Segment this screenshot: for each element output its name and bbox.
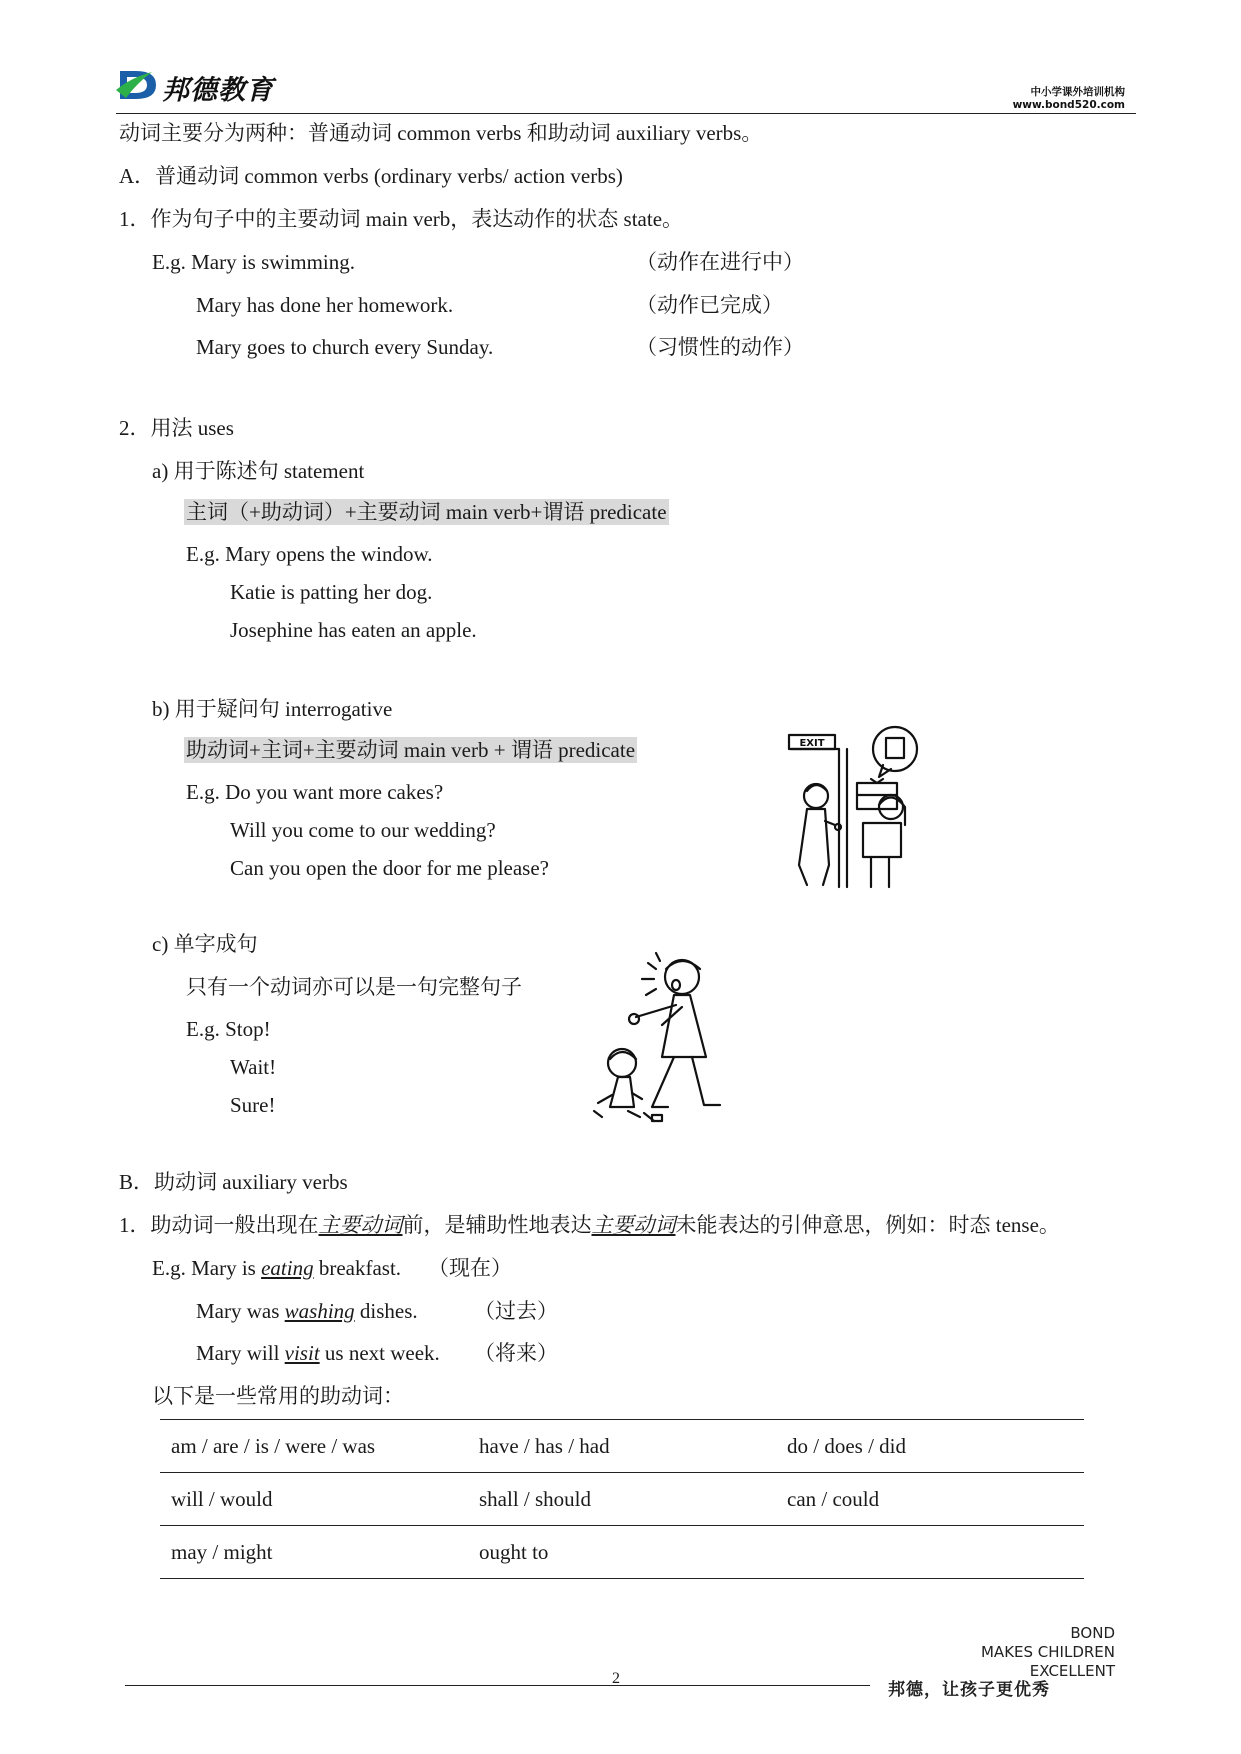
point-b1-text	[119, 1212, 1060, 1238]
example-sentence: E.g. Mary is swimming.	[152, 250, 355, 274]
example-note: （动作在进行中）	[636, 250, 804, 274]
logo-icon	[116, 68, 160, 102]
example-sentence: Will you come to our wedding?	[230, 818, 496, 842]
table-row	[160, 1526, 1084, 1579]
aux-example-verb: visit	[284, 1341, 320, 1365]
section-b-title: B．助动词 auxiliary verbs	[119, 1170, 348, 1194]
aux-example-note: （将来）	[474, 1341, 558, 1365]
point-b1-mid: 前，是辅助性地表达	[402, 1213, 592, 1237]
gift-at-door-illustration	[783, 725, 933, 891]
example-sentence: Mary goes to church every Sunday.	[196, 335, 494, 359]
main-verb-term: 主要动词	[318, 1213, 403, 1237]
table-cell: am / are / is / were / was	[160, 1420, 468, 1473]
formula-statement: 主词（+助动词）+主要动词 main verb+谓语 predicate	[186, 500, 667, 524]
aux-example-post: dishes.	[354, 1299, 418, 1323]
point-b1-pre: 1．助动词一般出现在	[119, 1213, 319, 1237]
point-2-title: 2．用法 uses	[119, 416, 234, 440]
example-sentence: Josephine has eaten an apple.	[230, 618, 477, 642]
example-sentence: Katie is patting her dog.	[230, 580, 433, 604]
slogan-line: EXCELLENT	[1029, 1662, 1115, 1680]
table-row	[160, 1420, 1084, 1473]
header-right	[1013, 86, 1125, 112]
brand-name: 邦德教育	[162, 75, 274, 106]
intro-text: 动词主要分为两种：普通动词 common verbs 和助动词 auxiliary verbs。	[119, 121, 763, 145]
website: www.bond520.com	[1012, 99, 1125, 111]
example-sentence: E.g. Stop!	[186, 1017, 271, 1041]
aux-example-verb: eating	[261, 1256, 314, 1280]
example-sentence: Sure!	[230, 1093, 276, 1117]
table-cell: shall / should	[468, 1473, 776, 1526]
point-b1-post: 未能表达的引伸意思，例如：时态 tense。	[675, 1213, 1060, 1237]
aux-example-pre: E.g. Mary is	[152, 1256, 262, 1280]
aux-example-post: us next week.	[319, 1341, 440, 1365]
aux-example-note: （过去）	[474, 1299, 558, 1323]
footer-divider	[125, 1685, 870, 1686]
point-1-title: 1．作为句子中的主要动词 main verb，表达动作的状态 state。	[119, 207, 684, 231]
example-sentence: Wait!	[230, 1055, 277, 1079]
tagline: 中小学课外培训机构	[1030, 86, 1125, 98]
table-cell: will / would	[160, 1473, 468, 1526]
table-cell: may / might	[160, 1526, 468, 1579]
section-a-title: A．普通动词 common verbs (ordinary verbs/ action verbs)	[119, 164, 623, 188]
table-cell: have / has / had	[468, 1420, 776, 1473]
example-sentence: Can you open the door for me please?	[230, 856, 549, 880]
aux-example	[152, 1255, 401, 1281]
subsection-a-title: a) 用于陈述句 statement	[152, 459, 365, 483]
subsection-c-desc: 只有一个动词亦可以是一句完整句子	[186, 975, 522, 999]
aux-example-note: （现在）	[428, 1256, 512, 1280]
auxiliary-verbs-table	[160, 1419, 1084, 1579]
aux-example	[196, 1340, 440, 1366]
slogan-line: MAKES CHILDREN	[980, 1643, 1115, 1661]
slogan-line: BOND	[1070, 1624, 1115, 1642]
table-row	[160, 1473, 1084, 1526]
aux-example-verb: washing	[284, 1299, 355, 1323]
table-cell	[776, 1526, 1084, 1579]
aux-example	[196, 1298, 418, 1324]
example-sentence: E.g. Do you want more cakes?	[186, 780, 444, 804]
shouting-adult-illustration	[582, 947, 742, 1127]
aux-example-post: breakfast.	[313, 1256, 402, 1280]
aux-example-pre: Mary will	[196, 1341, 285, 1365]
example-note: （动作已完成）	[636, 293, 783, 317]
example-sentence: Mary has done her homework.	[196, 293, 454, 317]
table-cell: can / could	[776, 1473, 1084, 1526]
aux-list-intro: 以下是一些常用的助动词：	[152, 1384, 404, 1408]
example-note: （习惯性的动作）	[636, 335, 804, 359]
table-cell: do / does / did	[776, 1420, 1084, 1473]
page-number: 2	[612, 1670, 620, 1687]
subsection-b-title: b) 用于疑问句 interrogative	[152, 697, 393, 721]
table-cell: ought to	[468, 1526, 776, 1579]
example-sentence: E.g. Mary opens the window.	[186, 542, 433, 566]
footer-slogan-en	[981, 1624, 1115, 1681]
aux-example-pre: Mary was	[196, 1299, 285, 1323]
header-divider	[116, 113, 1136, 114]
footer-slogan-cn: 邦德，让孩子更优秀	[888, 1680, 1050, 1700]
exit-sign-text: EXIT	[799, 738, 825, 749]
formula-interrogative: 助动词+主词+主要动词 main verb + 谓语 predicate	[186, 738, 636, 762]
main-verb-term: 主要动词	[591, 1213, 676, 1237]
subsection-c-title: c) 单字成句	[152, 932, 258, 956]
